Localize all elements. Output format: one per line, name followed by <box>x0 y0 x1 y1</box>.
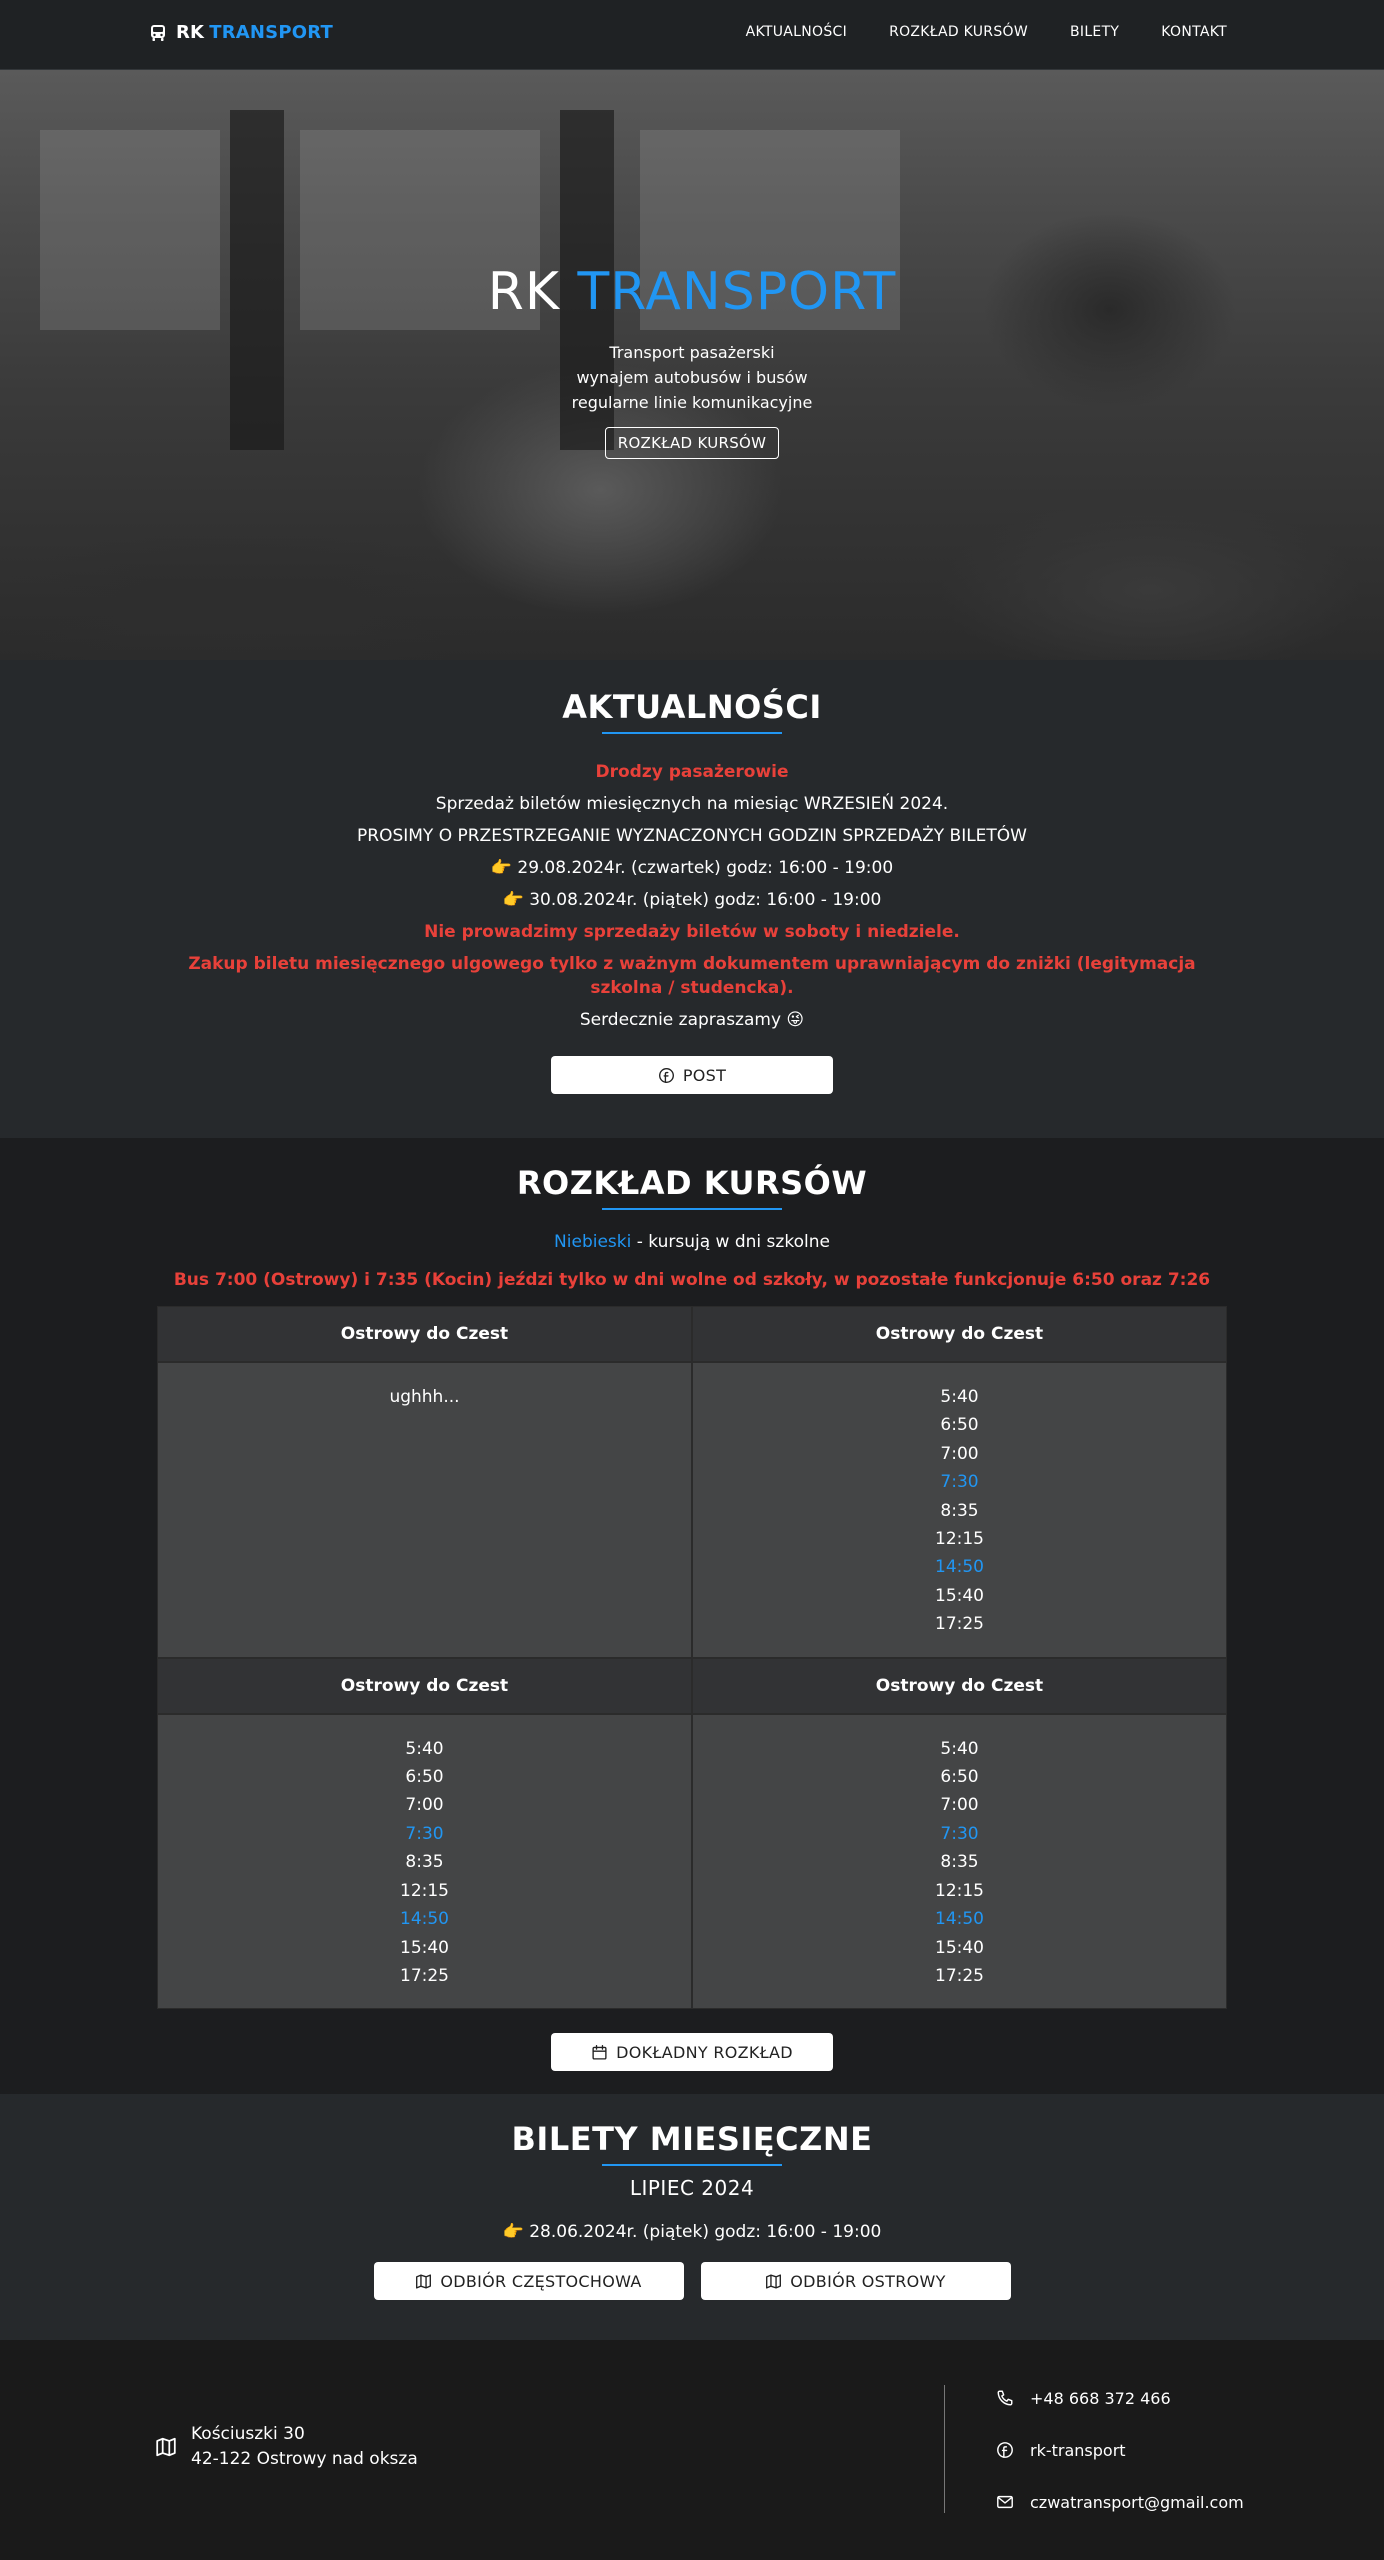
news-heading: AKTUALNOŚCI <box>562 688 822 726</box>
facebook-post-label: POST <box>682 1065 727 1085</box>
departure-time: 5:40 <box>940 1387 979 1407</box>
tickets-heading: BILETY MIESIĘCZNE <box>511 2120 873 2158</box>
departure-time: 6:50 <box>405 1767 444 1788</box>
facebook-post-button[interactable] <box>551 1056 833 1094</box>
bus-icon <box>148 23 168 43</box>
departure-time: 15:40 <box>400 1937 449 1958</box>
news-line: PROSIMY O PRZESTRZEGANIE WYZNACZONYCH GODZIN SPRZEDAŻY BILETÓW <box>357 826 1027 846</box>
legend-colored: Niebieski <box>554 1232 632 1252</box>
legend-rest: - kursują w dni szkolne <box>631 1232 830 1252</box>
departure-time: 14:50 <box>400 1909 449 1930</box>
tickets-month: LIPIEC 2024 <box>629 2176 755 2200</box>
nav-links <box>746 24 1227 40</box>
pickup-czestochowa-button[interactable] <box>374 2262 684 2300</box>
departure-time: 7:00 <box>940 1795 979 1816</box>
table-times <box>158 1363 691 1657</box>
brand-transport: TRANSPORT <box>209 22 333 43</box>
map-icon <box>765 2273 782 2290</box>
heading-underline <box>602 732 782 734</box>
departure-time: 14:50 <box>935 1909 984 1930</box>
footer-contacts <box>996 2385 1244 2541</box>
nav-aktualnosci[interactable]: AKTUALNOŚCI <box>745 24 848 40</box>
hero-line: regularne linie komunikacyjne <box>571 393 813 412</box>
brand-logo[interactable] <box>148 22 333 43</box>
news-warning: Zakup biletu miesięcznego ulgowego tylko z ważnym dokumentem uprawniającym do zniżki (legitymacja szkolna / studencka). <box>188 954 1196 998</box>
table-header: Ostrowy do Czest <box>158 1659 691 1713</box>
map-icon <box>415 2273 432 2290</box>
departure-time: 7:00 <box>405 1795 444 1816</box>
nav-bilety[interactable]: BILETY <box>1070 24 1120 40</box>
address-line: Kościuszki 30 <box>191 2424 305 2444</box>
departure-time: 12:15 <box>935 1880 984 1901</box>
schedule-heading: ROZKŁAD KURSÓW <box>516 1164 868 1202</box>
hero-line: Transport pasażerski <box>609 343 775 362</box>
contact-email-text: czwatransport@gmail.com <box>1030 2492 1244 2512</box>
tickets-section <box>0 2094 1384 2340</box>
contact-phone-text: +48 668 372 466 <box>1030 2388 1171 2408</box>
departure-time: 14:50 <box>935 1557 984 1578</box>
footer <box>0 2340 1384 2560</box>
departure-time: 5:40 <box>940 1738 979 1759</box>
news-greeting: Drodzy pasażerowie <box>595 762 789 782</box>
departure-time: 12:15 <box>400 1880 449 1901</box>
address-line: 42-122 Ostrowy nad oksza <box>191 2449 418 2469</box>
hero-line: wynajem autobusów i busów <box>576 368 808 387</box>
departure-time: 17:25 <box>935 1965 984 1986</box>
pickup-ostrowy-label: ODBIÓR OSTROWY <box>790 2271 946 2291</box>
address-text <box>191 2422 418 2472</box>
calendar-icon <box>591 2044 608 2061</box>
tickets-buttons <box>0 2262 1384 2300</box>
contact-facebook-text: rk-transport <box>1030 2440 1126 2460</box>
footer-address <box>155 2422 418 2472</box>
pickup-ostrowy-button[interactable] <box>701 2262 1011 2300</box>
departure-time: 8:35 <box>940 1500 979 1521</box>
departure-time: 5:40 <box>405 1738 444 1759</box>
facebook-icon <box>658 1067 675 1084</box>
table-header: Ostrowy do Czest <box>693 1659 1226 1713</box>
hero-title <box>488 262 896 322</box>
table-header: Ostrowy do Czest <box>158 1307 691 1361</box>
brand-rk: RK <box>176 22 205 43</box>
contact-email[interactable] <box>996 2489 1244 2515</box>
table-times <box>693 1363 1226 1657</box>
hero-schedule-button[interactable]: ROZKŁAD KURSÓW <box>605 427 780 459</box>
news-warning: Nie prowadzimy sprzedaży biletów w soboty i niedziele. <box>424 922 960 942</box>
departure-time: 7:00 <box>940 1443 979 1464</box>
departure-time: 15:40 <box>935 1937 984 1958</box>
contact-facebook[interactable] <box>996 2437 1244 2463</box>
departure-time: 7:30 <box>405 1823 444 1844</box>
news-closing: Serdecznie zapraszamy 😜 <box>579 1010 805 1030</box>
news-date: 👉 30.08.2024r. (piątek) godz: 16:00 - 19:00 <box>502 890 882 910</box>
departure-time: 17:25 <box>400 1965 449 1986</box>
hero-tagline <box>572 340 813 415</box>
news-section <box>0 660 1384 1138</box>
phone-icon <box>996 2389 1014 2407</box>
hero-title-rk: RK <box>487 262 561 322</box>
departure-time: 6:50 <box>940 1415 979 1436</box>
nav-kontakt[interactable]: KONTAKT <box>1161 24 1227 40</box>
facebook-icon <box>996 2441 1014 2459</box>
heading-underline <box>602 1208 782 1210</box>
contact-phone[interactable] <box>996 2385 1244 2411</box>
schedule-grid <box>157 1306 1227 2009</box>
schedule-section <box>0 1138 1384 2094</box>
news-content <box>0 756 1384 1036</box>
hero-title-transport: TRANSPORT <box>577 262 897 322</box>
departure-time: 7:30 <box>940 1823 979 1844</box>
hero-section <box>0 70 1384 660</box>
map-icon <box>155 2436 177 2458</box>
schedule-legend <box>0 1232 1384 1252</box>
detailed-schedule-button[interactable] <box>551 2033 833 2071</box>
table-header: Ostrowy do Czest <box>693 1307 1226 1361</box>
departure-time: 6:50 <box>940 1767 979 1788</box>
departure-time: 12:15 <box>935 1529 984 1550</box>
schedule-warning: Bus 7:00 (Ostrowy) i 7:35 (Kocin) jeździ tylko w dni wolne od szkoły, w pozostałe funkcjonuje 6:50 oraz 7:26 <box>173 1270 1211 1290</box>
table-times <box>158 1715 691 2009</box>
departure-time: 15:40 <box>935 1585 984 1606</box>
heading-underline <box>602 2164 782 2166</box>
departure-time: 8:35 <box>405 1852 444 1873</box>
departure-time: 17:25 <box>935 1614 984 1635</box>
departure-time: ughhh... <box>389 1387 460 1407</box>
news-line: Sprzedaż biletów miesięcznych na miesiąc WRZESIEŃ 2024. <box>435 794 949 814</box>
departure-time: 8:35 <box>940 1852 979 1873</box>
footer-divider <box>944 2385 945 2513</box>
mail-icon <box>996 2493 1014 2511</box>
pickup-czestochowa-label: ODBIÓR CZĘSTOCHOWA <box>440 2271 642 2291</box>
departure-time: 7:30 <box>940 1472 979 1493</box>
table-times <box>693 1715 1226 2009</box>
news-date: 👉 29.08.2024r. (czwartek) godz: 16:00 - 19:00 <box>490 858 894 878</box>
nav-rozklad[interactable]: ROZKŁAD KURSÓW <box>889 24 1028 40</box>
hero-content <box>0 70 1384 660</box>
tickets-date: 👉 28.06.2024r. (piątek) godz: 16:00 - 19:00 <box>502 2222 882 2242</box>
navbar <box>0 0 1384 70</box>
detailed-schedule-label: DOKŁADNY ROZKŁAD <box>616 2042 793 2062</box>
